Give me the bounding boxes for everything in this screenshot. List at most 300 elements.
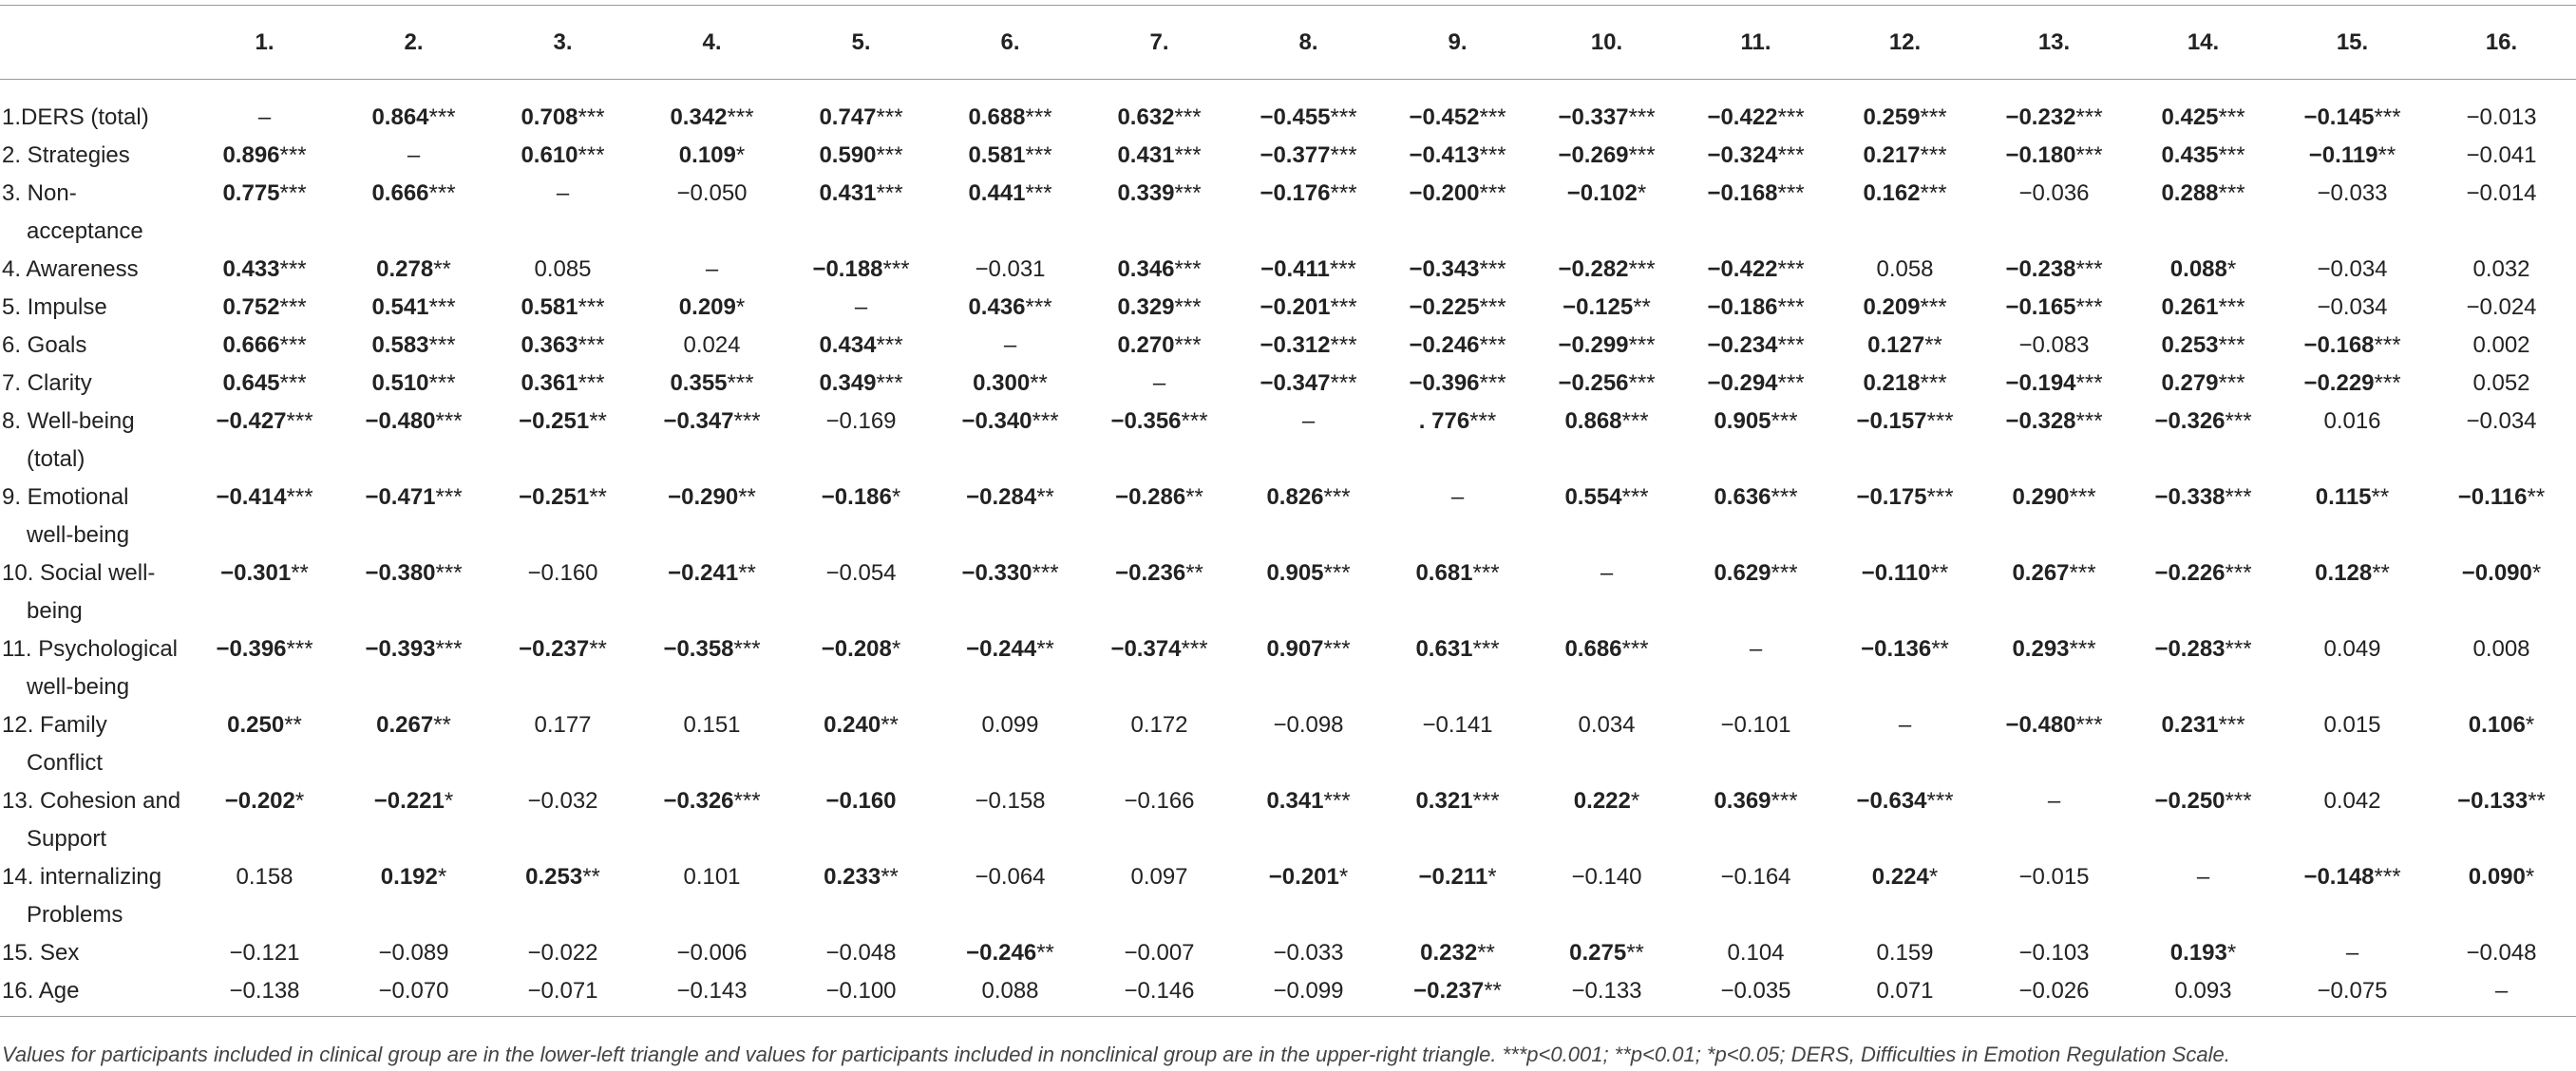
- significance-stars: ***: [2069, 560, 2096, 586]
- table-cell: [936, 479, 1085, 554]
- table-cell: [786, 80, 936, 138]
- row-label-line: 8. Well-being: [2, 408, 135, 434]
- significance-stars: *: [1928, 864, 1939, 890]
- table-row: [0, 479, 2576, 554]
- table-cell: [1383, 479, 1532, 554]
- significance-stars: ***: [1771, 560, 1798, 586]
- table-cell: [1830, 706, 1979, 782]
- cell-value: −0.422: [1707, 104, 1778, 130]
- significance-stars: ***: [1777, 370, 1805, 396]
- cell-value: –: [1600, 560, 1614, 586]
- table-cell: [488, 251, 637, 289]
- table-cell: [190, 365, 339, 403]
- significance-stars: ***: [1777, 332, 1805, 358]
- table-cell: [1383, 289, 1532, 327]
- cell-value: 0.104: [1727, 940, 1785, 966]
- table-cell: [1979, 365, 2129, 403]
- table-cell: [786, 403, 936, 479]
- table-cell: [637, 972, 786, 1017]
- table-cell: [1085, 327, 1234, 365]
- cell-value: 0.218: [1863, 370, 1921, 396]
- cell-value: −0.186: [1707, 294, 1778, 320]
- significance-stars: ***: [876, 332, 903, 358]
- table-cell: [637, 858, 786, 934]
- cell-value: 0.905: [1266, 560, 1324, 586]
- table-cell: [488, 327, 637, 365]
- row-label: [0, 403, 190, 479]
- table-row: [0, 630, 2576, 706]
- table-cell: [936, 289, 1085, 327]
- table-cell: [2427, 782, 2576, 858]
- table-cell: [2129, 934, 2278, 972]
- table-cell: [1681, 251, 1830, 289]
- table-cell: [190, 289, 339, 327]
- row-label-line: 11. Psychological: [2, 636, 178, 662]
- row-label: [0, 289, 190, 327]
- row-label: [0, 479, 190, 554]
- cell-value: −0.070: [378, 978, 449, 1004]
- table-cell: [1681, 137, 1830, 175]
- cell-value: 0.049: [2323, 636, 2381, 662]
- cell-value: 0.752: [222, 294, 280, 320]
- table-cell: [2278, 403, 2427, 479]
- significance-stars: ***: [2218, 294, 2245, 320]
- significance-stars: ***: [2225, 484, 2252, 510]
- table-cell: [190, 630, 339, 706]
- significance-stars: ***: [286, 408, 313, 434]
- column-header: 9.: [1448, 28, 1468, 55]
- significance-stars: *: [891, 484, 901, 510]
- cell-value: −0.026: [2018, 978, 2090, 1004]
- cell-value: −0.054: [825, 560, 897, 586]
- cell-value: −0.032: [527, 788, 598, 814]
- significance-stars: ***: [435, 408, 463, 434]
- table-cell: [1383, 137, 1532, 175]
- cell-value: −0.157: [1856, 408, 1927, 434]
- significance-stars: *: [1630, 788, 1640, 814]
- cell-value: −0.358: [663, 636, 734, 662]
- table-cell: [2278, 289, 2427, 327]
- table-cell: [2278, 365, 2427, 403]
- cell-value: −0.374: [1110, 636, 1182, 662]
- cell-value: −0.232: [2005, 104, 2076, 130]
- cell-value: 0.177: [534, 712, 592, 738]
- significance-stars: ***: [882, 256, 910, 282]
- column-header: 14.: [2187, 28, 2220, 55]
- table-cell: [339, 782, 488, 858]
- table-cell: [2427, 972, 2576, 1017]
- table-cell: [488, 858, 637, 934]
- row-label-line: 12. Family: [2, 712, 107, 738]
- significance-stars: **: [1030, 370, 1048, 396]
- significance-stars: ***: [1329, 256, 1356, 282]
- significance-stars: ***: [2218, 104, 2245, 130]
- row-label: [0, 80, 190, 138]
- significance-stars: **: [284, 712, 302, 738]
- cell-value: −0.194: [2005, 370, 2076, 396]
- table-body: [0, 80, 2576, 1017]
- cell-value: 0.270: [1117, 332, 1175, 358]
- cell-value: 0.071: [1876, 978, 1934, 1004]
- cell-value: −0.102: [1566, 180, 1638, 206]
- significance-stars: **: [1633, 294, 1651, 320]
- table-cell: [488, 365, 637, 403]
- cell-value: −0.202: [224, 788, 295, 814]
- significance-stars: ***: [2374, 864, 2401, 890]
- significance-stars: **: [291, 560, 309, 586]
- cell-value: −0.169: [825, 408, 897, 434]
- table-cell: [1234, 858, 1383, 934]
- significance-stars: **: [738, 560, 756, 586]
- row-label: [0, 365, 190, 403]
- table-cell: [339, 175, 488, 251]
- significance-stars: **: [1185, 560, 1203, 586]
- table-cell: [488, 403, 637, 479]
- table-cell: [936, 706, 1085, 782]
- table-row: [0, 782, 2576, 858]
- cell-value: −0.015: [2018, 864, 2090, 890]
- significance-stars: ***: [1926, 788, 1954, 814]
- significance-stars: ***: [1777, 256, 1805, 282]
- table-cell: [2129, 479, 2278, 554]
- significance-stars: ***: [428, 332, 456, 358]
- significance-stars: ***: [1479, 256, 1506, 282]
- cell-value: 0.058: [1876, 256, 1934, 282]
- cell-value: −0.186: [821, 484, 892, 510]
- significance-stars: ***: [2075, 408, 2103, 434]
- table-cell: [1979, 858, 2129, 934]
- cell-value: −0.041: [2466, 142, 2537, 168]
- cell-value: 0.293: [2012, 636, 2070, 662]
- table-cell: [1681, 365, 1830, 403]
- cell-value: 0.436: [968, 294, 1026, 320]
- significance-stars: ***: [279, 180, 307, 206]
- significance-stars: ***: [876, 370, 903, 396]
- table-cell: [1830, 289, 1979, 327]
- row-label-line: 7. Clarity: [2, 370, 92, 396]
- table-cell: [1532, 706, 1681, 782]
- significance-stars: ***: [1479, 294, 1506, 320]
- cell-value: 0.775: [222, 180, 280, 206]
- table-cell: [637, 403, 786, 479]
- cell-value: 0.097: [1130, 864, 1188, 890]
- cell-value: 0.590: [819, 142, 877, 168]
- cell-value: 0.222: [1573, 788, 1631, 814]
- significance-stars: ***: [1174, 180, 1202, 206]
- cell-value: −0.101: [1720, 712, 1791, 738]
- cell-value: −0.013: [2466, 104, 2537, 130]
- table-cell: [1234, 80, 1383, 138]
- row-label-line: well-being: [27, 674, 130, 700]
- table-cell: [339, 479, 488, 554]
- significance-stars: ***: [578, 142, 605, 168]
- cell-value: 0.106: [2468, 712, 2526, 738]
- significance-stars: ***: [2374, 370, 2401, 396]
- significance-stars: ***: [2225, 560, 2252, 586]
- table-cell: [1681, 175, 1830, 251]
- table-cell: [1979, 175, 2129, 251]
- table-cell: [2129, 972, 2278, 1017]
- cell-value: −0.007: [1124, 940, 1195, 966]
- table-cell: [1532, 251, 1681, 289]
- significance-stars: ***: [1777, 294, 1805, 320]
- table-cell: [637, 479, 786, 554]
- cell-value: 0.441: [968, 180, 1026, 206]
- significance-stars: **: [2527, 484, 2546, 510]
- table-cell: [936, 858, 1085, 934]
- cell-value: −0.034: [2317, 294, 2388, 320]
- table-cell: [1830, 80, 1979, 138]
- cell-value: −0.200: [1409, 180, 1480, 206]
- cell-value: −0.301: [220, 560, 292, 586]
- table-cell: [1830, 972, 1979, 1017]
- cell-value: −0.246: [1409, 332, 1480, 358]
- significance-stars: *: [891, 636, 901, 662]
- table-cell: [1234, 479, 1383, 554]
- table-cell: [786, 554, 936, 630]
- table-cell: [1383, 630, 1532, 706]
- row-label-line: 2. Strategies: [2, 142, 130, 168]
- table-cell: [1085, 403, 1234, 479]
- table-cell: [1383, 858, 1532, 934]
- significance-stars: *: [2226, 940, 2237, 966]
- cell-value: 0.016: [2323, 408, 2381, 434]
- cell-value: −0.141: [1422, 712, 1493, 738]
- significance-stars: ***: [1330, 180, 1357, 206]
- table-cell: [1830, 251, 1979, 289]
- significance-stars: ***: [2075, 712, 2103, 738]
- table-cell: [786, 365, 936, 403]
- significance-stars: **: [738, 484, 756, 510]
- cell-value: −0.164: [1720, 864, 1791, 890]
- cell-value: −0.138: [229, 978, 300, 1004]
- table-cell: [786, 630, 936, 706]
- significance-stars: ***: [1181, 408, 1208, 434]
- table-cell: [488, 554, 637, 630]
- cell-value: −0.237: [1413, 978, 1485, 1004]
- table-cell: [1383, 403, 1532, 479]
- cell-value: −0.269: [1558, 142, 1629, 168]
- cell-value: −0.480: [365, 408, 436, 434]
- cell-value: −0.340: [961, 408, 1032, 434]
- cell-value: 0.341: [1266, 788, 1324, 814]
- column-header: 6.: [1000, 28, 1020, 55]
- table-cell: [936, 251, 1085, 289]
- table-cell: [1383, 80, 1532, 138]
- significance-stars: ***: [2218, 142, 2245, 168]
- cell-value: 0.632: [1117, 104, 1175, 130]
- column-header: 11.: [1740, 28, 1771, 55]
- table-cell: [190, 137, 339, 175]
- cell-value: −0.175: [1856, 484, 1927, 510]
- table-cell: [1234, 972, 1383, 1017]
- significance-stars: ***: [1920, 142, 1947, 168]
- significance-stars: ***: [2218, 332, 2245, 358]
- cell-value: −0.188: [812, 256, 883, 282]
- cell-value: −0.480: [2005, 712, 2076, 738]
- row-label: [0, 782, 190, 858]
- table-row: [0, 554, 2576, 630]
- table-cell: [1681, 782, 1830, 858]
- cell-value: 0.172: [1130, 712, 1188, 738]
- table-cell: [1085, 630, 1234, 706]
- table-cell: [637, 80, 786, 138]
- table-cell: [339, 403, 488, 479]
- table-cell: [1383, 934, 1532, 972]
- cell-value: −0.396: [1409, 370, 1480, 396]
- significance-stars: ***: [1174, 142, 1202, 168]
- table-cell: [637, 782, 786, 858]
- significance-stars: **: [1036, 636, 1054, 662]
- table-cell: [2427, 554, 2576, 630]
- cell-value: 0.267: [376, 712, 434, 738]
- table-footnote: Values for participants included in clinical group are in the lower-left triangle and values for participants included in nonclinical group are in the upper-right triangle. ***p<0.001; **p<0.01; *p<0.05; DERS, Difficulties in Emotion Regulation Scale.: [2, 1043, 2230, 1066]
- cell-value: −0.143: [676, 978, 748, 1004]
- table-cell: [2129, 327, 2278, 365]
- table-cell: [936, 80, 1085, 138]
- cell-value: −0.411: [1260, 256, 1330, 282]
- table-cell: [1830, 137, 1979, 175]
- row-label-line: Support: [27, 826, 107, 852]
- table-cell: [786, 175, 936, 251]
- cell-value: 0.217: [1863, 142, 1921, 168]
- table-cell: [1681, 289, 1830, 327]
- significance-stars: **: [1036, 484, 1054, 510]
- row-label: [0, 251, 190, 289]
- table-row: [0, 934, 2576, 972]
- table-cell: [1085, 782, 1234, 858]
- cell-value: 0.109: [678, 142, 736, 168]
- cell-value: −0.328: [2005, 408, 2076, 434]
- table-cell: [1532, 327, 1681, 365]
- significance-stars: ***: [1323, 788, 1351, 814]
- cell-value: 0.261: [2161, 294, 2219, 320]
- significance-stars: ***: [428, 370, 456, 396]
- table-cell: [637, 289, 786, 327]
- cell-value: 0.431: [1117, 142, 1175, 168]
- significance-stars: ***: [1628, 332, 1656, 358]
- table-cell: [2278, 80, 2427, 138]
- significance-stars: ***: [1330, 142, 1357, 168]
- table-cell: [2427, 175, 2576, 251]
- cell-value: 0.636: [1714, 484, 1771, 510]
- table-cell: [1532, 630, 1681, 706]
- cell-value: −0.377: [1260, 142, 1331, 168]
- header-row: [0, 6, 2576, 80]
- cell-value: 0.008: [2472, 636, 2530, 662]
- significance-stars: ***: [1174, 332, 1202, 358]
- table-cell: [1085, 175, 1234, 251]
- table-cell: [637, 137, 786, 175]
- cell-value: –: [2345, 940, 2359, 966]
- row-label-line: 5. Impulse: [2, 294, 107, 320]
- significance-stars: ***: [2225, 408, 2252, 434]
- cell-value: −0.246: [966, 940, 1037, 966]
- significance-stars: ***: [1771, 408, 1798, 434]
- table-cell: [190, 327, 339, 365]
- significance-stars: **: [881, 864, 899, 890]
- table-cell: [1532, 554, 1681, 630]
- cell-value: 0.088: [2169, 256, 2227, 282]
- significance-stars: ***: [1472, 560, 1500, 586]
- table-cell: [1681, 972, 1830, 1017]
- table-cell: [1681, 479, 1830, 554]
- cell-value: −0.347: [1260, 370, 1331, 396]
- cell-value: 0.002: [2472, 332, 2530, 358]
- row-label: [0, 175, 190, 251]
- significance-stars: ***: [279, 142, 307, 168]
- table-cell: [488, 80, 637, 138]
- cell-value: 0.015: [2323, 712, 2381, 738]
- cell-value: −0.090: [2461, 560, 2532, 586]
- table-cell: [2129, 251, 2278, 289]
- table-cell: [2129, 782, 2278, 858]
- significance-stars: ***: [1330, 370, 1357, 396]
- table-cell: [2427, 858, 2576, 934]
- cell-value: −0.427: [216, 408, 287, 434]
- table-cell: [1532, 175, 1681, 251]
- cell-value: −0.048: [825, 940, 897, 966]
- cell-value: 0.329: [1117, 294, 1175, 320]
- table-row: [0, 80, 2576, 138]
- cell-value: 0.209: [678, 294, 736, 320]
- table-row: [0, 175, 2576, 251]
- cell-value: 0.162: [1863, 180, 1921, 206]
- significance-stars: ***: [1025, 180, 1052, 206]
- cell-value: −0.471: [365, 484, 436, 510]
- row-label: [0, 554, 190, 630]
- table-cell: [190, 972, 339, 1017]
- cell-value: 0.151: [683, 712, 741, 738]
- cell-value: −0.338: [2154, 484, 2226, 510]
- significance-stars: ***: [578, 332, 605, 358]
- cell-value: −0.089: [378, 940, 449, 966]
- significance-stars: *: [735, 142, 746, 168]
- cell-value: 0.088: [981, 978, 1039, 1004]
- table-cell: [1830, 782, 1979, 858]
- cell-value: −0.343: [1409, 256, 1480, 282]
- cell-value: 0.896: [222, 142, 280, 168]
- cell-value: −0.083: [2018, 332, 2090, 358]
- cell-value: 0.232: [1420, 940, 1478, 966]
- cell-value: 0.275: [1569, 940, 1627, 966]
- significance-stars: ***: [428, 294, 456, 320]
- table-cell: [339, 858, 488, 934]
- significance-stars: ***: [578, 370, 605, 396]
- cell-value: −0.033: [2317, 180, 2388, 206]
- significance-stars: **: [582, 864, 600, 890]
- row-label-line: 6. Goals: [2, 332, 87, 358]
- table-cell: [190, 403, 339, 479]
- cell-value: 0.905: [1714, 408, 1771, 434]
- table-cell: [1532, 479, 1681, 554]
- cell-value: −0.125: [1563, 294, 1634, 320]
- table-cell: [1830, 175, 1979, 251]
- significance-stars: ***: [1025, 142, 1052, 168]
- table-cell: [339, 289, 488, 327]
- significance-stars: ***: [279, 332, 307, 358]
- table-cell: [2129, 554, 2278, 630]
- significance-stars: ***: [733, 636, 761, 662]
- table-cell: [786, 706, 936, 782]
- significance-stars: ***: [1479, 142, 1506, 168]
- table-cell: [1979, 630, 2129, 706]
- cell-value: −0.208: [821, 636, 892, 662]
- cell-value: −0.146: [1124, 978, 1195, 1004]
- cell-value: −0.356: [1110, 408, 1182, 434]
- table-cell: [1085, 251, 1234, 289]
- cell-value: −0.251: [519, 408, 590, 434]
